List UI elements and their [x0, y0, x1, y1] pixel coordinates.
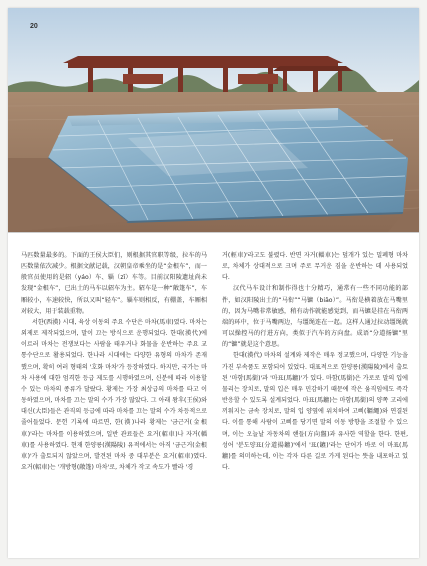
page-number: 20: [30, 23, 38, 30]
right-paragraph-korean: 한대(漢代) 마차의 설계와 제작은 매우 정교했으며, 다양한 기능을 가진 부속품도 포함되어 있었다. 대표적으로 한양릉(漢陽陵)에서 출토된 '마함(馬銜)'과 '마표(馬鑣)'가 있다. 마함(馬銜)은 가로로 말의 입에 물리는 장치로, 말의 입은 매우 민감하기 때문에 작은 움직임에도 즉각 반응할 수 있도록 설계되었다. 마표(馬鑣)는 마함(馬銜)의 양쪽 고리에 끼워지는 금속 장치로, 말의 입 양옆에 위치하여 고삐(韁繩)와 연결된다. 이를 통해 사람이 고삐를 당기면 말의 이동 방향을 조절할 수 있으며, 이는 오늘날 자동차의 핸들(方向盤)과 유사한 역할을 한다. 한편, 성어 '분도양표(分道揚鑣)'에서 '표(鑣)'라는 단어가 바로 이 마표(馬鑣)를 의미하는데, 이는 각자 다른 길로 가게 된다는 뜻을 내포하고 있다.: [222, 352, 408, 471]
right-paragraph-korean-continued: 거(輕車)'라고도 불렸다. 반면 자거(輜車)는 덮개가 있는 밀폐형 마차로, 차체가 상대적으로 크며 주로 무거운 짐을 운반하는 데 사용되었다.: [222, 252, 408, 282]
left-paragraph-korean: 서한(西漢) 시대, 육상 이동의 주요 수단은 마차(馬車)였다. 마차는 외제로 제작되었으며, 말이 끄는 방식으로 운행되었다. 한대(漢代)에 이르러 마차는 전쟁보다는 사람을 태우거나 화물을 운반하는 주요 교통수단으로 활용되었다. 한나라 시대에는 다양한 유형의 마차가 존재했으며, 확히 여러 형태의 '호화 마차'가 등장하였다. 하지만, 국가는 마차 사용에 대한 엄격한 등급 제도를 시행하였으며, 신분에 따라 이용할 수 있는 마차의 종류가 달랐다. 황제는 가장 최상급의 마차를 타고 이동하였으며, 마차를 끄는 말의 수가 가장 많았다. 그 아래 왕후(王侯)와 대신(大臣)들은 관직의 등급에 따라 마차를 끄는 말의 수가 차등적으로 줄어들었다. 문헌 기록에 따르면, 한(漢)나라 황제는 '금근거(金根車)'라는 마차를 이용하였으며, 일반 관료들은 요거(軺車)나 자거(輜車)를 사용하였다. 현재 한양릉(漢陽陵) 유적에서는 아직 '금근거(金根車)'가 출토되지 않았으며, 발견된 마차 중 대부분은 요거(軺車)였다. 요거(軺車)는 '개방형(敞篷) 마차'로, 차체가 작고 속도가 빨라 '경: [21, 318, 207, 471]
left-paragraph-chinese: 马匹数量最多的。下面的王侯大臣们，则根据其官职等级，拉车的马匹数量依次减少。根据文献记载，汉朝皇帝乘坐的是“金根车”，而一般官员使用的是轺（yáo）车、辎（zī）车等。目前汉阳陵遗址尚未发现“金根车”，已出土的马车以轺车为主。轺车是一种“敞篷车”，车厢较小，车速较快，所以又叫“轻车”。辎车则相反，有棚盖，车厢相对较大，用于装载重物。: [21, 252, 207, 315]
right-column: [222, 250, 408, 473]
right-paragraph-chinese: 汉代马车设计和制作得也十分精巧，通常有一些不同功能的部件，如汉阳陵出土的“马衔”“马镳（biāo）”。马衔是横着放在马嘴里的，因为马嘴非常敏感，稍有动作就能感觉到，而马镳是挂在马衔两端的环中，位于马嘴两边，与缰绳连在一起。这样人通过拉动缰绳就可以操控马的行进方向，类似于汽车的方向盘。成语“分道扬镳”里的“镳”就是这个意思。: [222, 285, 408, 349]
museum-photo: [8, 8, 419, 233]
museum-glass-roof-image: [8, 8, 419, 232]
book-page: [8, 8, 419, 558]
left-column: [21, 250, 207, 473]
